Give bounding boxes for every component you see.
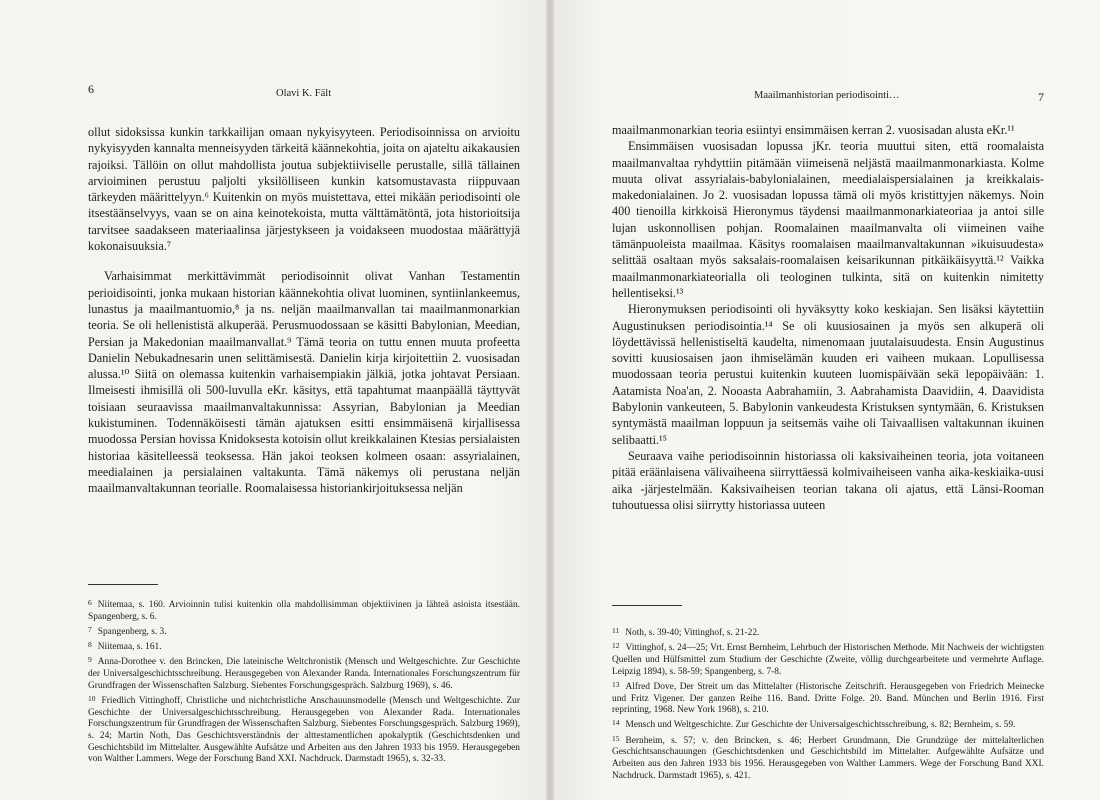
footnote [88,639,520,654]
running-head-left: Olavi K. Fält [276,88,332,99]
footnote-number: 12 [612,641,620,651]
footnote-text: Niitemaa, s. 160. Arvioinnin tulisi kuitenkin olla mahdollisimman objektiivinen ja lähteä asioista itsestään. Spangenberg, s. 6. [88,600,520,622]
footnotes-right [612,625,1044,783]
footnote [88,654,520,692]
footnote [612,625,1044,640]
footnote [88,624,520,639]
footnote-number: 8 [88,640,92,650]
page-number-left: 6 [88,82,94,96]
footnote-text: Friedlich Vittinghoff, Christliche und nichtchristliche Anschauunsmodelle (Mensch und Weltgeschichte. Zur Geschichte der Universalgeschichtsschreibung. Herausgegeben von Alexander Rada. Internationales Forschungszentrum für Grundfragen der Wissenschaften Salzburg. Siebentes Forschungsgespräch. Salzburg 1969), s. 24; Martin Noth, Das Geschichtsverständnis der alttestamentlichen apokalyptik (Geschichtsdenken und Geschichtsbild im Mittelalter. Ausgewählte Aufsätze und Arbeiten aus den Jahren 1933 bis 1959. Herausgegeben von Walther Lammers. Wege der Forschung Band XXI. Nachdruck. Darmstadt 1965), s. 32-33. [88,695,520,765]
footnote-rule [88,584,158,585]
footnote-number: 15 [612,733,620,743]
footnote [612,679,1044,717]
paragraph: Hieronymuksen periodisointi oli hyväksytty koko keskiajan. Sen lisäksi käytettiin Augustinuksen periodisointia.¹⁴ Se oli kuusiosainen ja myös sen alkuperä oli löydettävissä hellenistiseltä kaudelta, nimenomaan juutalaisuudesta. Ensin Augustinus sovitti kuusiosaisen jaon ihmiselämän kuuden eri vaiheen mukaan. Lopullisessa muodossaan teoria perustui kuitenkin kuuteen luomispäivään sekä lepopäivään: 1. Aatamista Noa'an, 2. Nooasta Aabrahamiin, 3. Aabrahamista Daavidiin, 4. Daavidista Babylonin vankeuteen, 5. Babylonin vankeudesta Kristuksen syntymään, 6. Kristuksen syntymästä maailman loppuun ja seitsemäs vaihe oli Taivaallisen valtakunnan ikuinen selibaatti.¹⁵ [612,302,1044,447]
footnote [88,597,520,623]
footnote-number: 11 [612,626,620,635]
footnote-text: Alfred Dove, Der Streit um das Mittelalter (Historische Zeitschrift. Herausgegeben von Friedrich Meinecke und Fritz Vigener. Der ganzen Reihe 116. Band. Dritte Folge. 20. Band. München und Berlin 1916. First reprinting, 1968. New York 1968), s. 210. [612,681,1044,716]
body-text-left [88,124,520,497]
footnote-rule [612,605,682,606]
paragraph: Ensimmäisen vuosisadan lopussa jKr. teoria muuttui siten, että roomalaista maailmanvaltaa ryhdyttiin pitämään viimeisenä neljästä maailmanmonarkiasta. Kolme muuta olivat assyrialais-babylonialainen, meedialaispersialainen ja kreikkalais-makedonialainen. Jo 2. vuosisadan lopussa tämä oli myös kristittyjen näkemys. Noin 400 tienoilla kirkkoisä Hieronymus täydensi maailmanmonarkiateoriaa ja antoi sille lujan uskonnollisen pohjan. Roomalainen maailmanvalta oli viimeinen vaihe tämänpuoleista maailmaa. Käsitys roomalaisen maailmanvaltakunnan »ikuisuudesta» selittää osaltaan myös saksalais-roomalaisen keisarikunnan pitkäikäisyyttä.¹² Vaikka maailmanmonarkiateorialla oli teologinen tulkinta, sitä on kuitenkin nimitetty hellentiseksi.¹³ [612,139,1044,300]
paragraph: ollut sidoksissa kunkin tarkkailijan omaan nykyisyyteen. Periodisoinnissa on arvioitu nykyisyyden kannalta menneisyyden tärkeitä käännekohtia, joita on ajateltu aikakausien rajoiksi. Tällöin on ollut mahdollista joutua subjektiiviselle perustalle, sillä tällainen arvioiminen perustuu paljolti yksilölliseen kunkin katsomustavasta riippuvaan tärkeyden määrittelyyn.⁶ Kuitenkin on myös muistettava, ettei mikään periodisointi ole itsestäänselvyys, vaan se on aina keinotekoista, mutta välttämätöntä, jota historioitsija tarvitsee saadakseen materiaalinsa järjestykseen ja voidakseen muodostaa määrättyjä kokonaisuuksia.⁷ [88,125,520,254]
footnote-text: Noth, s. 39-40; Vittinghof, s. 21-22. [625,628,760,638]
footnotes-left [88,597,520,767]
left-page [0,0,546,800]
right-page [554,0,1100,800]
footnote-number: 10 [88,693,96,703]
running-head-right: Maailmanhistorian periodisointi… [754,90,900,101]
footnote-text: Spangenberg, s. 3. [97,626,167,637]
footnote-text: Niitemaa, s. 161. [97,642,162,653]
book-gutter [546,0,554,800]
footnote-number: 14 [612,718,620,728]
footnote [88,693,520,766]
footnote-number: 13 [612,679,620,689]
footnote [612,640,1044,678]
page-number-right: 7 [1038,90,1044,104]
footnote-number: 7 [88,624,92,634]
footnote-text: Bernheim, s. 57; v. den Brincken, s. 46; Herbert Grundmann, Die Grundzüge der mittelalterlichen Geschichtsanschauungen (Geschichtsdenken und Geschichtsbild im Mittelalter. Aufgewählte Aufsätze und Arbeiten aus den Jahren 1933 bis 1956. Herausgegeben von Walther Lammers. Wege der Forschung Band XXI. Nachdruck. Darmstadt 1965), s. 421. [612,735,1044,781]
footnote [612,733,1044,783]
paragraph: Varhaisimmat merkittävimmät periodisoinnit olivat Vanhan Testamentin perioidisointi, jonka mukaan historian käännekohtia olivat luominen, syntiinlankeemus, lunastus ja maailmantuomio,⁸ ja ns. neljän maailmanvallan tai maailmanmonarkian teoria. Se oli hellenististä alkuperää. Perusmuodossaan se käsitti Babylonian, Meedian, Persian ja Makedonian maailmanvallat.⁹ Tämä teoria on tuttu ennen muuta profeetta Danielin Nebukadnesarin unen selittämisestä. Danielin kirja kirjoitettiin 2. vuosisadan alussa.¹⁰ Siitä on olemassa kuitenkin varhaisempiakin jälkiä, jotka johtavat Persiaan. Ilmeisesti ihmisillä oli 500-luvulla eKr. käsitys, että tapahtumat maanpäällä täyttyvät toisiaan seuraavissa maailmanvaltakunnissa: Assyrian, Babylonian ja Meedian kukistuminen. Todennäköisesti tämän ajatuksen esitti ensimmäisenä kirjallisessa muodossa Persian hovissa Knidoksesta kotoisin ollut kreikkalainen Ktesias persialaisten historiaa käsitelleessä teoksessa. Hän jakoi teoksen kolmeen osaan: assyrialainen, meedialainen ja persialainen valtakunta. Tämä näkemys oli perustana neljän maailmanvaltakunnan teorialle. Roomalaisessa historiankirjoituksessa neljän [88,269,520,496]
footnote-text: Mensch und Weltgeschichte. Zur Geschichte der Universalgeschichtsschreibung, s. 82; Bernheim, s. 59. [625,720,1016,731]
footnote-text: Anna-Dorothee v. den Brincken, Die lateinische Weltchronistik (Mensch und Weltgeschichte. Zur Geschichte der Universalgeschichtsschreibung. Herausgegeben von Alexander Randa. Internationales Forschungszentrum für Grundfragen der Wissenschaften Salzburg. Siebentes Forschungsgespräch. Salzburg 1969), s. 46. [88,657,520,691]
paragraph: Seuraava vaihe periodisoinnin historiassa oli kaksivaiheinen teoria, jota voitaneen pitää eräänlaisena välivaiheena siirryttäessä kolmivaiheiseen vanha aika-keskiaika-uusi aika -järjestelmään. Kaksivaiheisen teorian takana oli ajatus, että Länsi-Rooman tuhoutuessa olisi siirrytty historiassa uuteen [612,448,1044,512]
body-text-right [612,122,1044,513]
footnote-number: 9 [88,655,92,665]
footnote [612,717,1044,732]
footnote-number: 6 [88,598,92,607]
footnote-text: Vittinghof, s. 24—25; Vrt. Ernst Bernheim, Lehrbuch der Historischen Methode. Mit Nachweis der wichtigsten Quellen und Hülfsmittel zum Studium der Geschichte (Zweite, völlig durchgearbeitete und vermehrte Auflage. Leipzig 1894), s. 58-59; Spangenberg, s. 7-8. [612,643,1044,677]
paragraph: maailmanmonarkian teoria esiintyi ensimmäisen kerran 2. vuosisadan alusta eKr.¹¹ [612,123,1015,137]
